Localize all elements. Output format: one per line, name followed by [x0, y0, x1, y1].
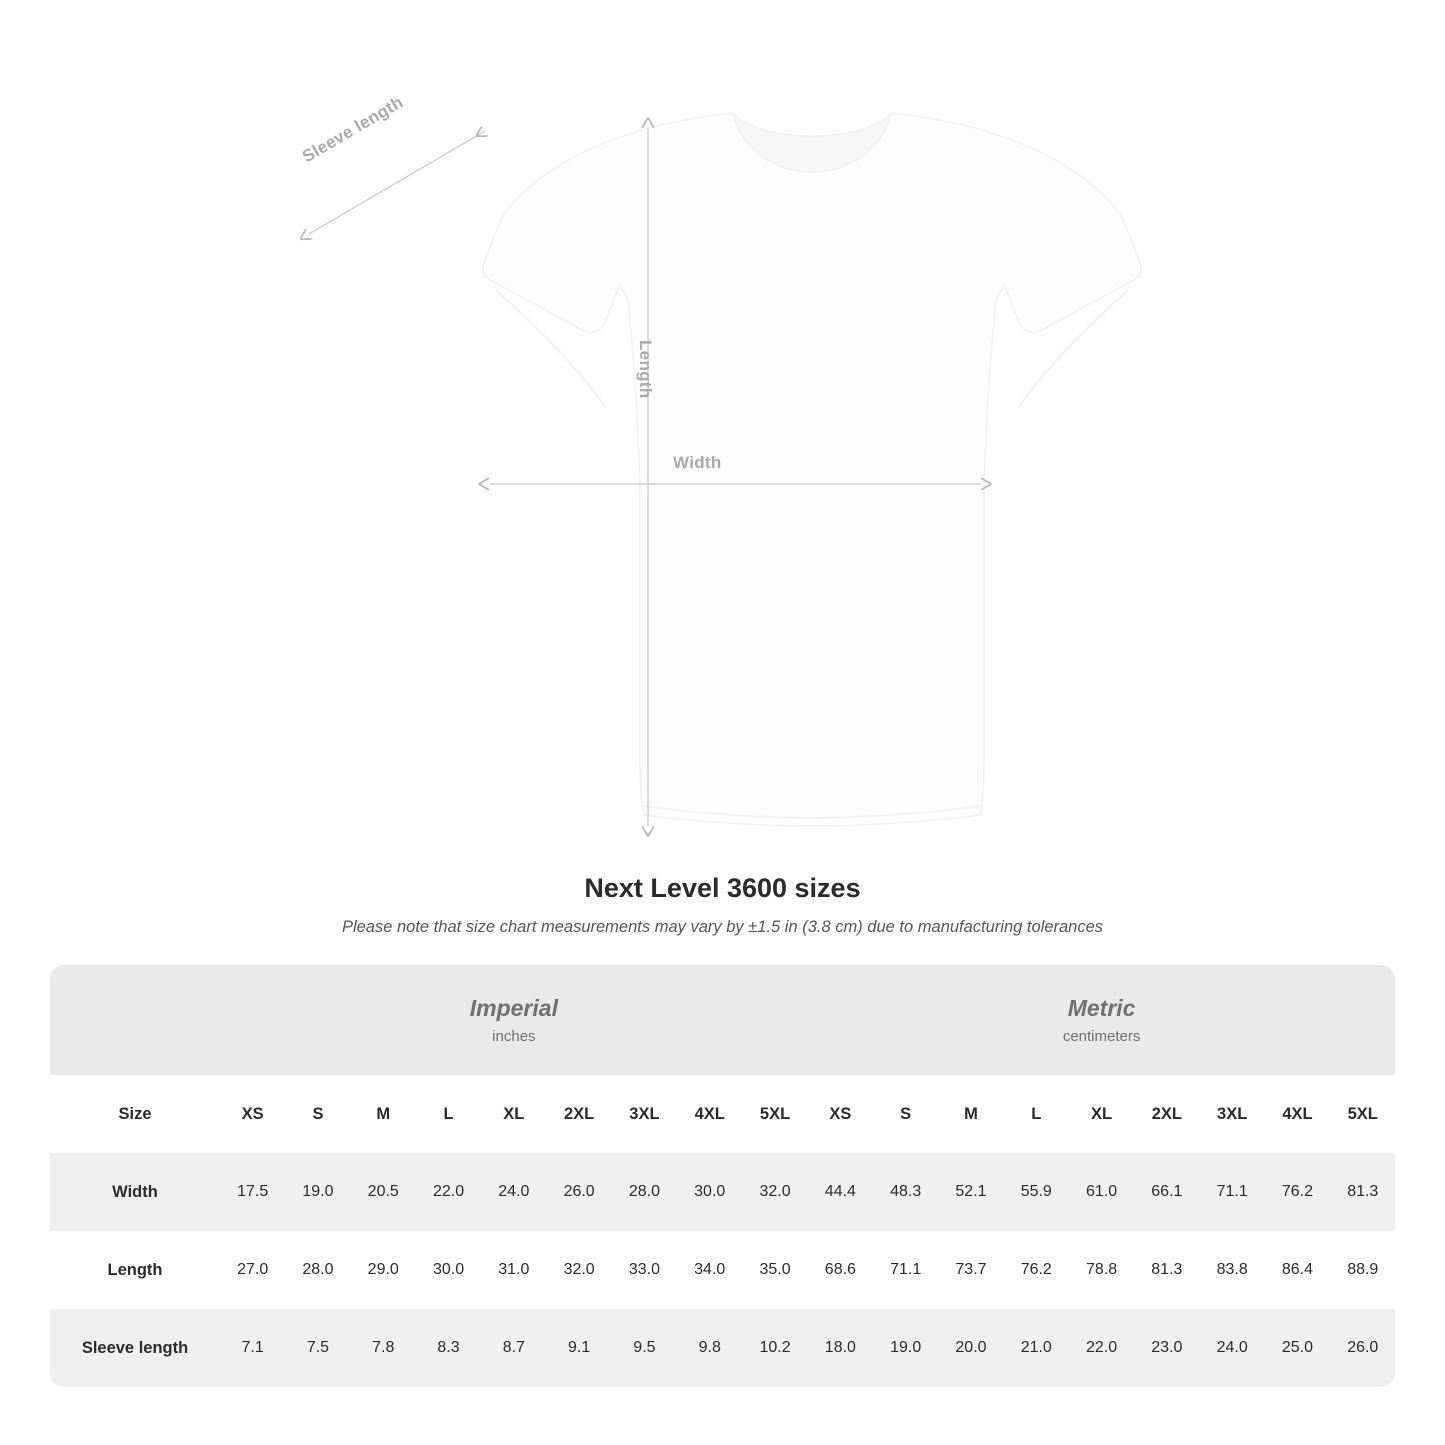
- system-header-imperial: [220, 965, 808, 1075]
- sleeve-met-xs: 18.0: [808, 1309, 873, 1387]
- shirt-shape: [483, 113, 1141, 826]
- width-imp-s: 19.0: [285, 1153, 350, 1231]
- row-label-size: Size: [50, 1075, 220, 1153]
- width-imp-xs: 17.5: [220, 1153, 285, 1231]
- sleeve-imp-xl: 8.7: [481, 1309, 546, 1387]
- size-header-imp-xl: XL: [481, 1075, 546, 1153]
- size-header-met-l: L: [1004, 1075, 1069, 1153]
- sleeve-met-m: 20.0: [938, 1309, 1003, 1387]
- length-met-5xl: 88.9: [1330, 1231, 1395, 1309]
- sleeve-met-4xl: 25.0: [1265, 1309, 1330, 1387]
- size-header-met-5xl: 5XL: [1330, 1075, 1395, 1153]
- length-imp-5xl: 35.0: [742, 1231, 807, 1309]
- size-table: [50, 965, 1395, 1387]
- system-header-metric: [808, 965, 1395, 1075]
- sleeve-imp-s: 7.5: [285, 1309, 350, 1387]
- width-met-xl: 61.0: [1069, 1153, 1134, 1231]
- sleeve-imp-4xl: 9.8: [677, 1309, 742, 1387]
- length-met-2xl: 81.3: [1134, 1231, 1199, 1309]
- width-imp-xl: 24.0: [481, 1153, 546, 1231]
- length-imp-xs: 27.0: [220, 1231, 285, 1309]
- size-header-imp-3xl: 3XL: [612, 1075, 677, 1153]
- length-imp-s: 28.0: [285, 1231, 350, 1309]
- tolerance-note: Please note that size chart measurements may vary by ±1.5 in (3.8 cm) due to manufacturing tolerances: [341, 918, 1104, 936]
- table-row-length: [50, 1231, 1395, 1309]
- sleeve-met-5xl: 26.0: [1330, 1309, 1395, 1387]
- sleeve-imp-5xl: 10.2: [742, 1309, 807, 1387]
- size-header-met-2xl: 2XL: [1134, 1075, 1199, 1153]
- sleeve-imp-l: 8.3: [416, 1309, 481, 1387]
- table-row-sleeve-length: [50, 1309, 1395, 1387]
- width-imp-3xl: 28.0: [612, 1153, 677, 1231]
- size-header-row: [50, 1075, 1395, 1153]
- table-row-width: [50, 1153, 1395, 1231]
- width-met-l: 55.9: [1004, 1153, 1069, 1231]
- sleeve-length-label: Sleeve length: [299, 92, 407, 167]
- row-label-length: Length: [50, 1231, 220, 1309]
- width-imp-5xl: 32.0: [742, 1153, 807, 1231]
- length-imp-xl: 31.0: [481, 1231, 546, 1309]
- sleeve-met-l: 21.0: [1004, 1309, 1069, 1387]
- width-met-m: 52.1: [938, 1153, 1003, 1231]
- length-met-l: 76.2: [1004, 1231, 1069, 1309]
- size-table-wrapper: [50, 965, 1395, 1387]
- width-imp-2xl: 26.0: [546, 1153, 611, 1231]
- length-met-3xl: 83.8: [1200, 1231, 1265, 1309]
- size-header-met-m: M: [938, 1075, 1003, 1153]
- width-met-4xl: 76.2: [1265, 1153, 1330, 1231]
- width-met-2xl: 66.1: [1134, 1153, 1199, 1231]
- sleeve-met-2xl: 23.0: [1134, 1309, 1199, 1387]
- sleeve-met-s: 19.0: [873, 1309, 938, 1387]
- length-met-s: 71.1: [873, 1231, 938, 1309]
- page-title: Next Level 3600 sizes: [584, 873, 861, 903]
- size-header-imp-4xl: 4XL: [677, 1075, 742, 1153]
- length-imp-m: 29.0: [351, 1231, 416, 1309]
- title-block: [0, 873, 1445, 937]
- size-header-met-xl: XL: [1069, 1075, 1134, 1153]
- size-header-met-xs: XS: [808, 1075, 873, 1153]
- width-met-3xl: 71.1: [1200, 1153, 1265, 1231]
- length-met-xl: 78.8: [1069, 1231, 1134, 1309]
- size-header-met-4xl: 4XL: [1265, 1075, 1330, 1153]
- width-met-s: 48.3: [873, 1153, 938, 1231]
- length-imp-2xl: 32.0: [546, 1231, 611, 1309]
- sleeve-imp-m: 7.8: [351, 1309, 416, 1387]
- sleeve-imp-3xl: 9.5: [612, 1309, 677, 1387]
- size-header-imp-m: M: [351, 1075, 416, 1153]
- size-header-imp-2xl: 2XL: [546, 1075, 611, 1153]
- row-label-sleeve-length: Sleeve length: [50, 1309, 220, 1387]
- sleeve-met-3xl: 24.0: [1200, 1309, 1265, 1387]
- width-met-5xl: 81.3: [1330, 1153, 1395, 1231]
- length-label: Length: [636, 340, 655, 399]
- size-header-imp-l: L: [416, 1075, 481, 1153]
- width-label: Width: [673, 453, 722, 472]
- width-imp-l: 22.0: [416, 1153, 481, 1231]
- size-header-imp-5xl: 5XL: [742, 1075, 807, 1153]
- sleeve-imp-xs: 7.1: [220, 1309, 285, 1387]
- length-imp-l: 30.0: [416, 1231, 481, 1309]
- system-unit-metric: centimeters: [1062, 1027, 1141, 1045]
- size-header-imp-xs: XS: [220, 1075, 285, 1153]
- length-met-4xl: 86.4: [1265, 1231, 1330, 1309]
- width-imp-4xl: 30.0: [677, 1153, 742, 1231]
- length-imp-3xl: 33.0: [612, 1231, 677, 1309]
- system-unit-imperial: inches: [492, 1027, 536, 1045]
- system-name-imperial: Imperial: [469, 995, 558, 1022]
- system-header-row: [50, 965, 1395, 1075]
- system-header-spacer: [50, 965, 220, 1075]
- length-met-m: 73.7: [938, 1231, 1003, 1309]
- length-met-xs: 68.6: [808, 1231, 873, 1309]
- row-label-width: Width: [50, 1153, 220, 1231]
- sleeve-met-xl: 22.0: [1069, 1309, 1134, 1387]
- length-imp-4xl: 34.0: [677, 1231, 742, 1309]
- width-imp-m: 20.5: [351, 1153, 416, 1231]
- size-header-met-3xl: 3XL: [1200, 1075, 1265, 1153]
- system-name-metric: Metric: [1067, 995, 1136, 1022]
- width-met-xs: 44.4: [808, 1153, 873, 1231]
- size-header-met-s: S: [873, 1075, 938, 1153]
- size-header-imp-s: S: [285, 1075, 350, 1153]
- sleeve-imp-2xl: 9.1: [546, 1309, 611, 1387]
